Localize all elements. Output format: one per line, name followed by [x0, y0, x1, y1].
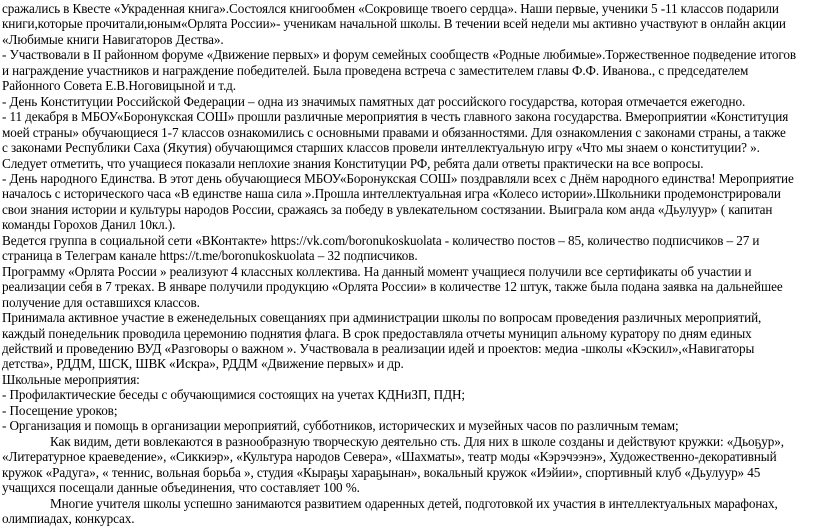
text-line: и награждение участников и награждение победителей. Была проведена встреча с заместителем главы Ф.Ф. Ивановa., с председателем: [2, 62, 749, 78]
text-line: действий и проведению ВУД «Разговоры о важном ». Участвовала в реализации идей и проектов: медиа -школы «Кэскил»,«Навигаторы: [2, 340, 755, 356]
text-line: Следует отметить, что учащиеся показали неплохие знания Конституции РФ, ребята дали ответы практически на все вопросы.: [2, 155, 704, 171]
text-line: моей страны» обучающиеся 1-7 классов ознакомились с основными правами и обязанностями. Для ознакомления с законами страны, а также: [2, 124, 786, 140]
text-line: «Литературное краеведение», «Сиккиэр», «Культура народов Севера», «Шахматы», театр моды «Кэрэчээнэ», Художественно-декоративный: [2, 449, 777, 465]
paragraph-first-line: Многие учителя школы успешно занимаются развитием одаренных детей, подготовкой их участия в интеллектуальных марафонах,: [50, 495, 778, 511]
paragraph-first-line: Как видим, дети вовлекаются в разнообразную творческую деятельно сть. Для них в школе созданы и действуют кружки: «Дьоҕур»,: [50, 433, 784, 449]
text-line: сражались в Квесте «Украденная книга».Состоялся книгообмен «Сокровище твоего сердца». Наши первые, ученики 5 -11 классов подарили: [2, 1, 779, 16]
text-line: реализации себя в 7 треках. В январе получили продукцию «Орлята России» в количестве 12 штук, также была подана заявка на дальнейшее: [2, 279, 783, 295]
text-line: Районного Совета Е.В.Ноговицыной и т.д.: [2, 78, 236, 94]
text-line: - День Конституции Российской Федерации – одна из значимых памятных дат российского государства, которая отмечается ежегодно.: [2, 93, 746, 109]
text-line: с законами Республики Саха (Якутия) обучающимся старших классов провели интеллектуальную игру «Что мы знаем о конституции? ».: [2, 140, 760, 156]
text-line: детства», РДДМ, ШСК, ШВК «Искра», РДДМ «Движение первых» и др.: [2, 356, 404, 372]
text-line: - Организация и помощь в организации мероприятий, субботников, исторических и музейных часов по различным темам;: [2, 418, 679, 434]
text-line: - День народного Единства. В этот день обучающиеся МБОУ«Боронукская СОШ» поздравляли всех с Днём народного единства! Мероприятие: [2, 170, 794, 186]
text-line: команды Горохов Данил 10кл.).: [2, 217, 176, 233]
text-line: книги,которые прочитали,юным«Орлята России»- ученикам начальной школы. В течении всей недели мы активно участвуют в онлайн акции: [2, 16, 786, 32]
text-line: олимпиадах, конкурсах.: [2, 510, 135, 526]
text-line: каждый понедельник проводила церемонию поднятия флага. В срок предоставляла отчеты муницип альному куратору по дням единых: [2, 325, 752, 341]
text-line: - Участвовали в II районном форуме «Движение первых» и форум семейных сообществ «Родные любимые».Торжественное подведение итогов: [2, 47, 796, 63]
text-line: получение для оставшихся классов.: [2, 294, 200, 310]
text-line: «Любимые книги Навигаторов Дества».: [2, 31, 224, 47]
text-line: началось с исторического часа «В единстве наша сила ».Прошла интеллектуальная игра «Колесо истории».Школьники продемонстрировали: [2, 186, 781, 202]
text-line: Ведется группа в социальной сети «ВКонтакте» https://vk.com/boronukoskuolata - количество постов – 85, количество подписчиков – 27 и: [2, 232, 760, 248]
text-line: Школьные мероприятия:: [2, 371, 140, 387]
text-line: учащихся посещали данные объединения, что составляет 100 %.: [2, 480, 360, 496]
text-line: - Профилактические беседы с обучающимися состоящих на учетах КДНиЗП, ПДН;: [2, 387, 465, 403]
text-line: Принимала активное участие в еженедельных совещаниях при администрации школы по вопросам проведения различных мероприятий,: [2, 310, 762, 326]
text-line: свои знания истории и культуры народов России, сражаясь за победу в увлекательном состязании. Выиграла ком анда «Дьулуур» ( капитан: [2, 201, 773, 217]
text-line: кружок «Радуга», « теннис, вольная борьба », студия «Кыраҕы хараҕынан», вокальный кружок «Иэйии», спортивный клуб «Дьулуур» 45: [2, 464, 761, 480]
text-line: - Посещение уроков;: [2, 402, 118, 418]
text-line: Программу «Орлята России » реализуют 4 классных коллектива. На данный момент учащиеся получили все сертификаты об участии и: [2, 263, 752, 279]
text-line: страница в Телеграм канале https://t.me/boronukoskuolata – 32 подписчиков.: [2, 248, 418, 264]
text-line: - 11 декабря в МБОУ«Боронукская СОШ» прошли различные мероприятия в честь главного закона государства. Вмероприятии «Конституция: [2, 109, 789, 125]
